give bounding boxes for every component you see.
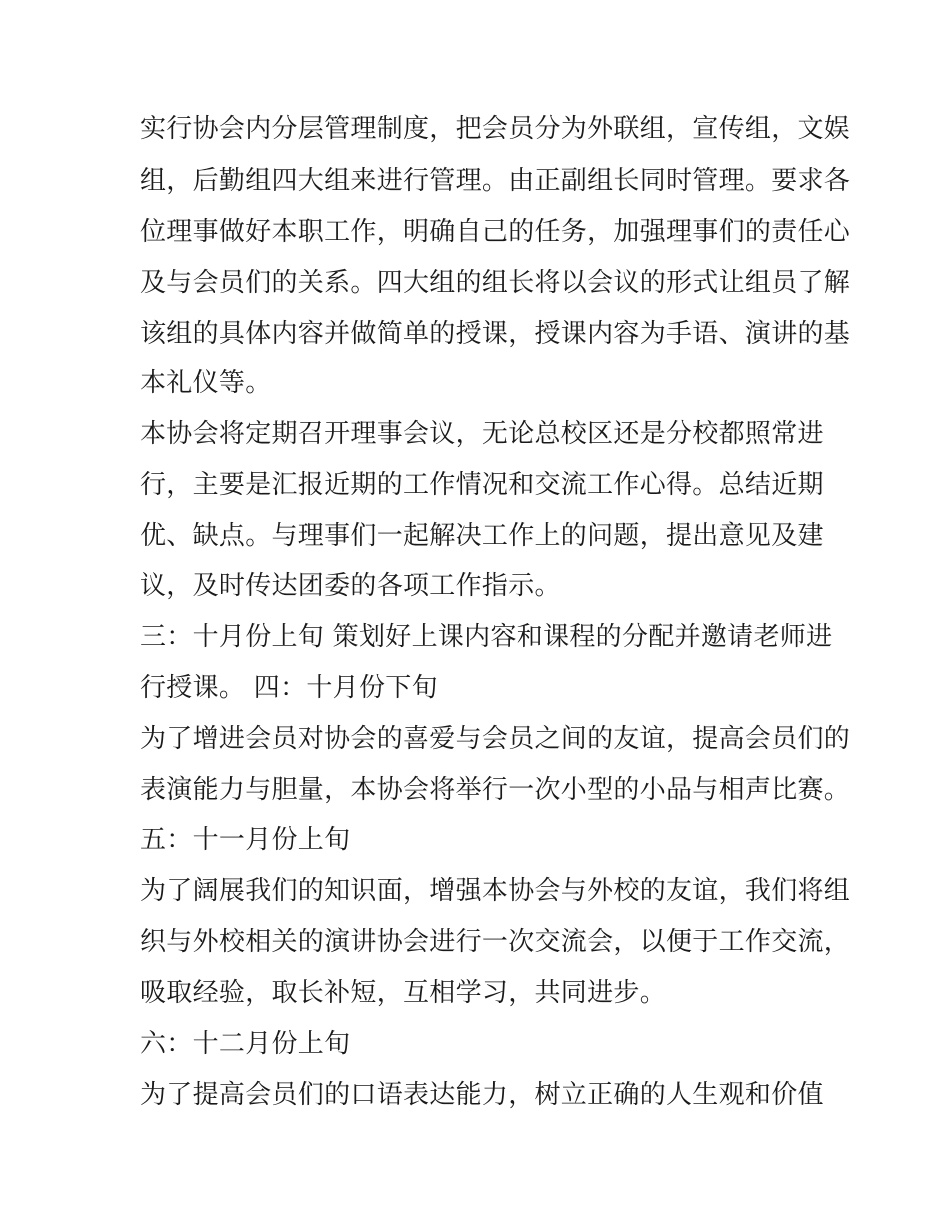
text-line: 行，主要是汇报近期的工作情况和交流工作心得。总结近期 xyxy=(140,470,824,500)
text-line: 实行协会内分层管理制度，把会员分为外联组，宣传组，文娱 xyxy=(140,114,851,144)
text-line: 行授课。 四：十月份下旬 xyxy=(140,673,438,703)
text-line: 本协会将定期召开理事会议，无论总校区还是分校都照常进 xyxy=(140,419,824,449)
text-line: 及与会员们的关系。四大组的组长将以会议的形式让组员了解 xyxy=(140,268,851,298)
text-line: 为了增进会员对协会的喜爱与会员之间的友谊，提高会员们的 xyxy=(140,724,851,754)
text-line: 三：十月份上旬 策划好上课内容和课程的分配并邀请老师进 xyxy=(140,622,833,652)
text-line: 表演能力与胆量，本协会将举行一次小型的小品与相声比赛。 xyxy=(140,775,851,805)
text-line: 该组的具体内容并做简单的授课，授课内容为手语、演讲的基 xyxy=(140,319,851,349)
text-line: 为了阔展我们的知识面，增强本协会与外校的友谊，我们将组 xyxy=(140,876,851,906)
text-line: 五：十一月份上旬 xyxy=(140,825,351,855)
text-line: 组，后勤组四大组来进行管理。由正副组长同时管理。要求各 xyxy=(140,166,851,196)
text-line: 位理事做好本职工作，明确自己的任务，加强理事们的责任心 xyxy=(140,217,851,247)
text-line: 优、缺点。与理事们一起解决工作上的问题，提出意见及建 xyxy=(140,521,824,551)
text-line: 吸取经验，取长补短，互相学习，共同进步。 xyxy=(140,978,667,1008)
text-line: 议，及时传达团委的各项工作指示。 xyxy=(140,571,561,601)
text-line: 本礼仪等。 xyxy=(140,368,272,398)
text-line: 为了提高会员们的口语表达能力，树立正确的人生观和价值 xyxy=(140,1080,824,1110)
text-line: 织与外校相关的演讲协会进行一次交流会，以便于工作交流， xyxy=(140,927,851,957)
text-line: 六：十二月份上旬 xyxy=(140,1029,351,1059)
